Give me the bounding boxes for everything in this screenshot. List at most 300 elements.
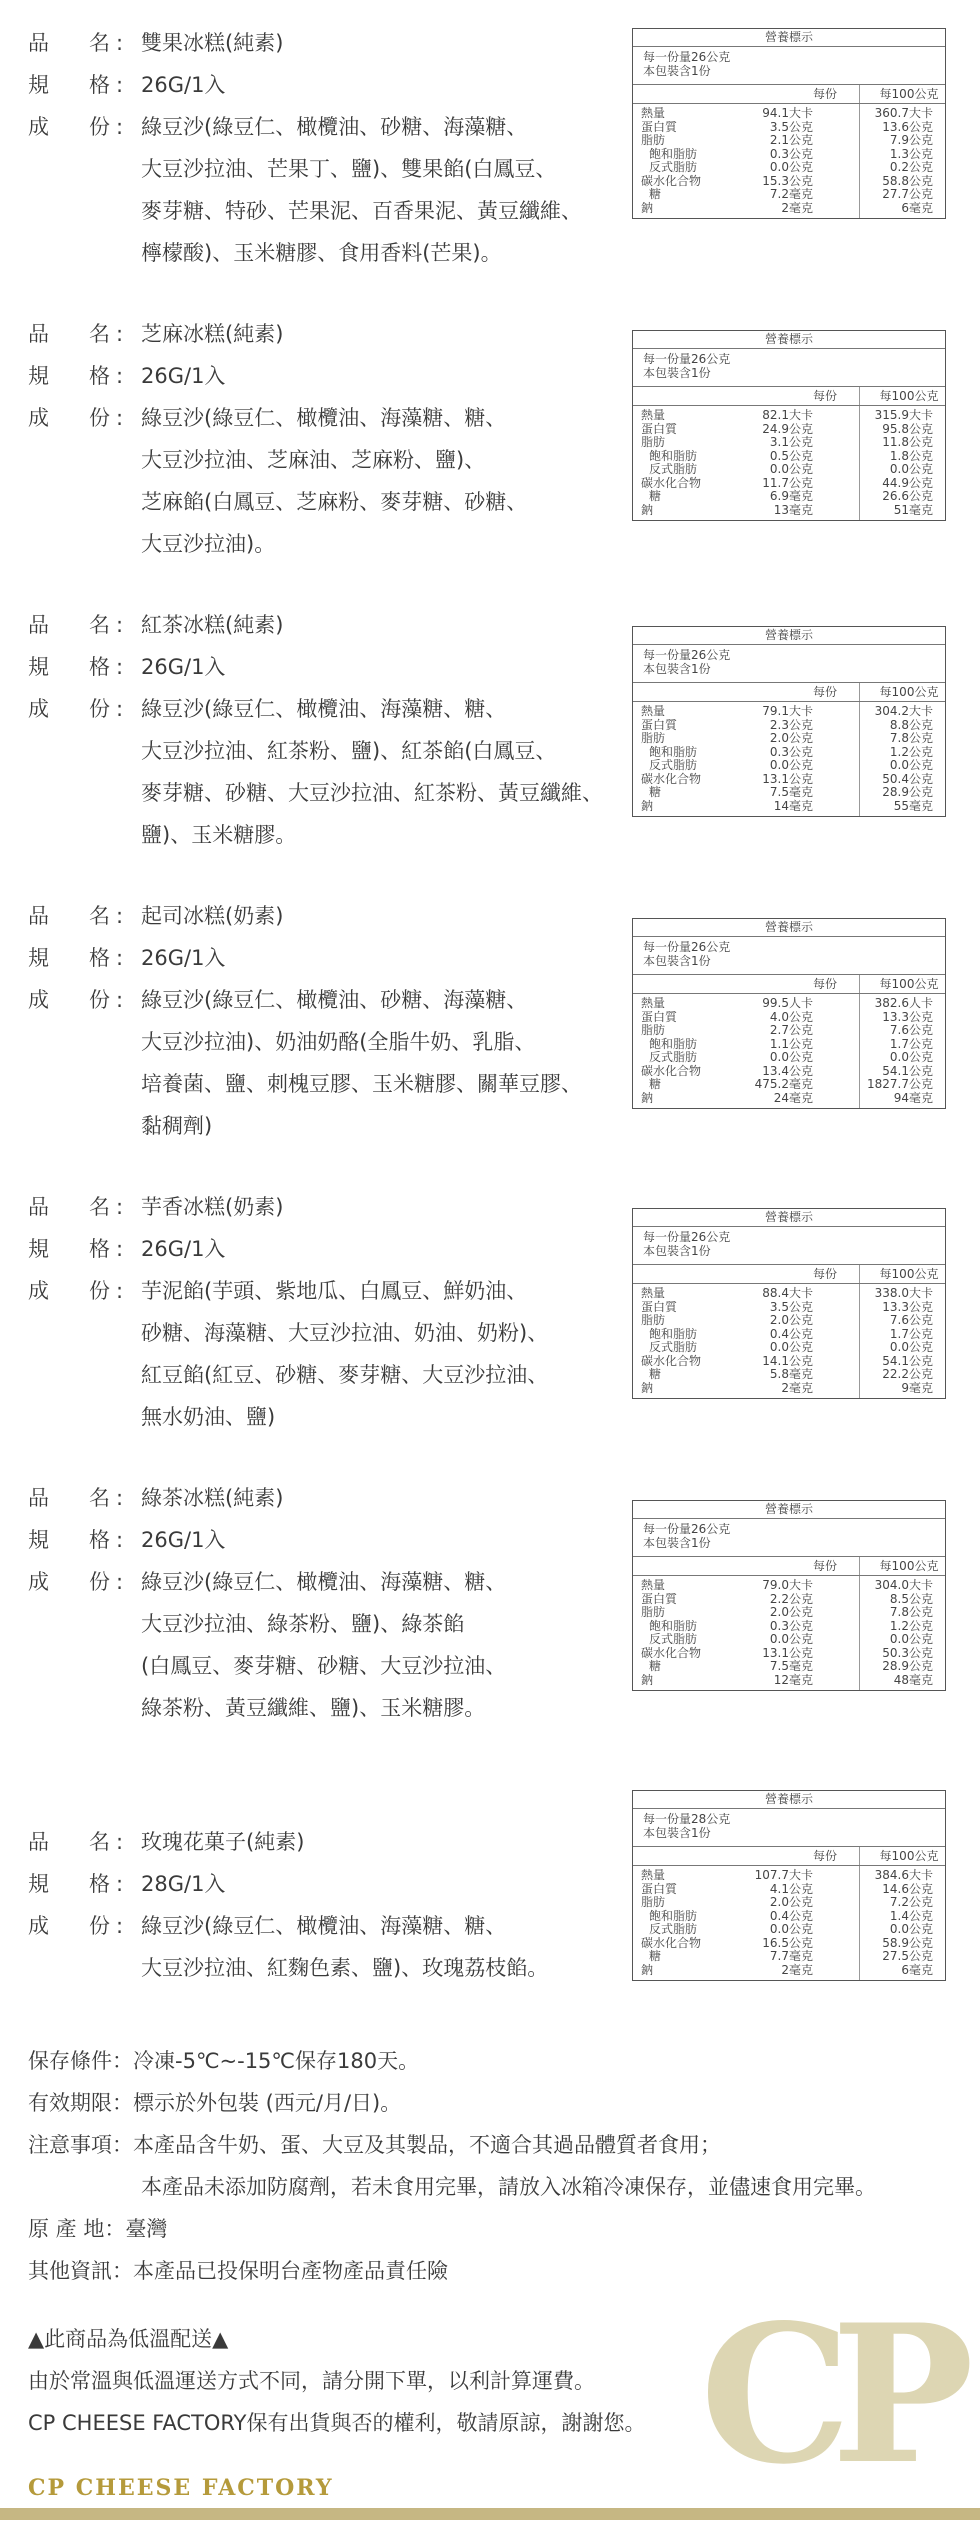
per-serving-value: 7.7毫克	[769, 1949, 813, 1963]
ingredients-line: 黏稠劑)	[141, 1114, 213, 1138]
ingredients-line: 紅豆餡(紅豆、砂糖、麥芽糖、大豆沙拉油、	[141, 1363, 549, 1387]
nutrient-name: 糖	[649, 489, 662, 503]
per-100g-value: 382.6人卡	[874, 996, 933, 1010]
per-serving-value: 0.0公克	[769, 1922, 813, 1936]
product-spec: 26G/1入	[141, 946, 226, 970]
nutrition-header	[633, 683, 945, 702]
nutrient-name: 熱量	[641, 106, 666, 120]
serving-info	[633, 1519, 945, 1557]
nutrition-table	[632, 330, 946, 521]
nutrient-name: 蛋白質	[641, 1009, 678, 1024]
nutrition-header	[633, 975, 945, 994]
note-1: 本產品含牛奶、蛋、大豆及其製品，不適合其過品體質者食用；	[133, 2133, 721, 2157]
per-serving-value: 7.2毫克	[769, 187, 813, 201]
nutrition-row	[633, 732, 945, 746]
ingredients-line: 大豆沙拉油、綠茶粉、鹽)、綠茶餡	[141, 1612, 465, 1636]
per-100g-value: 54.1公克	[882, 1063, 933, 1078]
nutrition-row	[633, 800, 945, 814]
nutrition-body	[633, 702, 945, 816]
nutrition-row	[633, 175, 945, 189]
per-100g-value: 0.2公克	[889, 160, 933, 174]
storage-value: 冷凍-5℃~-15℃保存180天。	[133, 2049, 420, 2073]
per-100g-value: 8.8公克	[889, 717, 933, 732]
per-100g-value: 54.1公克	[882, 1353, 933, 1368]
nutrition-row	[633, 1341, 945, 1355]
nutrition-body	[633, 406, 945, 520]
nutrition-row	[633, 1660, 945, 1674]
nutrition-row	[633, 1287, 945, 1301]
per-100g-value: 51毫克	[893, 502, 933, 517]
nutrition-body	[633, 1284, 945, 1398]
nutrient-name: 反式脂肪	[649, 160, 698, 174]
notes-row-2	[28, 2166, 968, 2208]
nutrition-title: 營養標示	[633, 627, 945, 645]
nutrient-name: 鈉	[641, 798, 654, 813]
product-info	[28, 1821, 628, 1989]
product-name: 紅茶冰糕(純素)	[141, 613, 284, 637]
nutrition-row	[633, 409, 945, 423]
per-serving-value: 0.0公克	[769, 1050, 813, 1064]
nutrient-name: 糖	[649, 1659, 662, 1673]
per-serving-value: 2毫克	[781, 1380, 813, 1395]
per-serving-value: 2.0公克	[769, 1895, 813, 1909]
nutrient-name: 熱量	[641, 704, 666, 718]
serving-size: 每一份量26公克	[643, 648, 731, 662]
product-name-row: 品 名 : 紅茶冰糕(純素)	[28, 604, 628, 646]
per-100g-value: 1.7公克	[889, 1326, 933, 1341]
product-name: 雙果冰糕(純素)	[141, 31, 284, 55]
nutrient-name: 脂肪	[641, 435, 666, 449]
per-serving-value: 0.0公克	[769, 160, 813, 174]
per-100g-value: 48毫克	[893, 1672, 933, 1687]
product-info	[28, 604, 628, 856]
nutrition-row	[633, 1314, 945, 1328]
storage-row	[28, 2040, 968, 2082]
column-divider	[859, 387, 860, 405]
nutrition-row	[633, 504, 945, 518]
nutrition-row	[633, 134, 945, 148]
per-serving-value: 88.4大卡	[762, 1286, 813, 1300]
nutrient-name: 飽和脂肪	[649, 146, 698, 161]
ingredients-line: 綠茶粉、黃豆纖維、鹽)、玉米糖膠。	[141, 1696, 486, 1720]
nutrition-header	[633, 1265, 945, 1284]
product-name-row: 品 名 : 起司冰糕(奶素)	[28, 895, 628, 937]
ingredients-row	[28, 1105, 628, 1147]
per-serving-value: 2.0公克	[769, 1605, 813, 1619]
ingredients-row	[28, 1947, 628, 1989]
product-name-row: 品 名 : 芝麻冰糕(純素)	[28, 313, 628, 355]
product-spec-row: 規 格 : 26G/1入	[28, 1228, 628, 1270]
product-info	[28, 1477, 628, 1729]
nutrition-header	[633, 85, 945, 104]
product-spec-row: 規 格 : 26G/1入	[28, 355, 628, 397]
nutrition-row	[633, 1910, 945, 1924]
ingredients-row	[28, 1396, 628, 1438]
nutrient-name: 碳水化合物	[641, 1063, 702, 1078]
per-serving-value: 14.1公克	[762, 1353, 813, 1368]
product-spec-row: 規 格 : 26G/1入	[28, 1519, 628, 1561]
per-100g-value: 6毫克	[901, 200, 933, 215]
per-serving-value: 13.1公克	[762, 1645, 813, 1660]
column-divider	[859, 683, 860, 701]
per-100g-value: 7.9公克	[889, 133, 933, 147]
ingredients-row	[28, 1603, 628, 1645]
origin-value: 臺灣	[125, 2217, 168, 2241]
per-serving-header: 每份	[812, 1267, 837, 1281]
serving-count: 本包裝含1份	[643, 954, 711, 968]
ingredients-row	[28, 232, 628, 274]
nutrition-title: 營養標示	[633, 1209, 945, 1227]
nutrition-row	[633, 121, 945, 135]
ingredients-line: 大豆沙拉油、芒果丁、鹽)、雙果餡(白鳳豆、	[141, 157, 557, 181]
column-divider	[859, 1557, 860, 1575]
product-name: 綠茶冰糕(純素)	[141, 1486, 284, 1510]
nutrient-name: 脂肪	[641, 1023, 666, 1037]
per-100g-value: 0.0公克	[889, 462, 933, 476]
brand-name: CP CHEESE FACTORY	[28, 2475, 334, 2501]
ingredients-line: 大豆沙拉油、紅茶粉、鹽)、紅茶餡(白鳳豆、	[141, 739, 557, 763]
nutrition-row	[633, 463, 945, 477]
nutrition-row	[633, 1923, 945, 1937]
per-serving-header: 每份	[812, 1559, 837, 1573]
per-serving-value: 14毫克	[773, 798, 813, 813]
per-serving-value: 1.1公克	[769, 1036, 813, 1051]
per-serving-value: 12毫克	[773, 1672, 813, 1687]
product-name: 芋香冰糕(奶素)	[141, 1195, 284, 1219]
nutrition-body	[633, 994, 945, 1108]
nutrient-name: 脂肪	[641, 1605, 666, 1619]
nutrient-name: 脂肪	[641, 1895, 666, 1909]
per-100g-value: 11.8公克	[882, 435, 933, 449]
per-serving-value: 7.5毫克	[769, 1659, 813, 1673]
per-serving-value: 99.5人卡	[762, 996, 813, 1010]
nutrient-name: 飽和脂肪	[649, 744, 698, 759]
notice-line-2: 由於常溫與低溫運送方式不同，請分開下單，以利計算運費。	[28, 2369, 595, 2393]
nutrition-row	[633, 997, 945, 1011]
nutrition-row	[633, 107, 945, 121]
serving-info	[633, 1809, 945, 1847]
nutrition-row	[633, 1065, 945, 1079]
nutrition-row	[633, 1883, 945, 1897]
per-100g-value: 1.2公克	[889, 1618, 933, 1633]
expiry-label: 有效期限：	[28, 2091, 133, 2115]
per-100g-value: 304.0大卡	[874, 1578, 933, 1592]
ingredients-line: 綠豆沙(綠豆仁、橄欖油、海藻糖、糖、	[141, 406, 507, 430]
nutrient-name: 脂肪	[641, 133, 666, 147]
nutrition-body	[633, 1866, 945, 1980]
per-100g-value: 13.3公克	[882, 1009, 933, 1024]
nutrition-row	[633, 477, 945, 491]
serving-count: 本包裝含1份	[643, 64, 711, 78]
per-serving-value: 3.1公克	[769, 435, 813, 449]
per-100g-header: 每100公克	[879, 977, 939, 991]
per-100g-value: 1.2公克	[889, 744, 933, 759]
ingredients-row: 成 份 : 綠豆沙(綠豆仁、橄欖油、砂糖、海藻糖、	[28, 106, 628, 148]
other-value: 本產品已投保明台產物產品責任險	[133, 2259, 448, 2283]
nutrient-name: 飽和脂肪	[649, 1036, 698, 1051]
per-100g-header: 每100公克	[879, 1559, 939, 1573]
per-serving-value: 24毫克	[773, 1090, 813, 1105]
per-100g-value: 9毫克	[901, 1380, 933, 1395]
origin-label: 原 產 地：	[28, 2217, 126, 2241]
serving-count: 本包裝含1份	[643, 366, 711, 380]
shipping-notice	[28, 2318, 646, 2444]
product-name: 玫瑰花菓子(純素)	[141, 1830, 305, 1854]
nutrient-name: 糖	[649, 1077, 662, 1091]
nutrition-title: 營養標示	[633, 919, 945, 937]
ingredients-row: 成 份 : 綠豆沙(綠豆仁、橄欖油、海藻糖、糖、	[28, 1561, 628, 1603]
per-serving-value: 107.7大卡	[754, 1868, 813, 1882]
per-100g-value: 315.9大卡	[874, 408, 933, 422]
nutrition-row	[633, 1011, 945, 1025]
per-serving-header: 每份	[812, 977, 837, 991]
per-100g-value: 28.9公克	[882, 1659, 933, 1673]
nutrition-table	[632, 28, 946, 219]
nutrition-body	[633, 1576, 945, 1690]
nutrient-name: 反式脂肪	[649, 758, 698, 772]
per-serving-value: 13.1公克	[762, 771, 813, 786]
nutrition-row	[633, 1869, 945, 1883]
nutrient-name: 鈉	[641, 502, 654, 517]
per-100g-value: 0.0公克	[889, 758, 933, 772]
nutrient-name: 糖	[649, 1367, 662, 1381]
nutrition-row	[633, 1593, 945, 1607]
serving-size: 每一份量26公克	[643, 1230, 731, 1244]
serving-info	[633, 47, 945, 85]
per-serving-value: 0.3公克	[769, 744, 813, 759]
nutrition-title: 營養標示	[633, 29, 945, 47]
nutrient-name: 飽和脂肪	[649, 1326, 698, 1341]
per-serving-value: 0.4公克	[769, 1908, 813, 1923]
nutrition-title: 營養標示	[633, 1791, 945, 1809]
nutrition-row	[633, 436, 945, 450]
ingredients-row	[28, 730, 628, 772]
nutrition-row	[633, 1950, 945, 1964]
notice-line-3: CP CHEESE FACTORY保有出貨與否的權利，敬請原諒，謝謝您。	[28, 2411, 646, 2435]
per-serving-value: 0.5公克	[769, 448, 813, 463]
product-spec: 26G/1入	[141, 73, 226, 97]
per-serving-value: 0.0公克	[769, 462, 813, 476]
nutrition-row	[633, 786, 945, 800]
per-100g-value: 7.6公克	[889, 1313, 933, 1327]
per-serving-value: 3.5公克	[769, 1299, 813, 1314]
nutrition-row	[633, 1620, 945, 1634]
per-serving-value: 5.8毫克	[769, 1367, 813, 1381]
ingredients-row: 成 份 : 綠豆沙(綠豆仁、橄欖油、海藻糖、糖、	[28, 1905, 628, 1947]
per-100g-value: 384.6大卡	[874, 1868, 933, 1882]
ingredients-line: 大豆沙拉油、紅麴色素、鹽)、玫瑰荔枝餡。	[141, 1956, 549, 1980]
nutrition-row	[633, 759, 945, 773]
serving-info	[633, 937, 945, 975]
ingredients-row	[28, 523, 628, 565]
per-100g-value: 44.9公克	[882, 475, 933, 490]
per-100g-value: 7.8公克	[889, 1605, 933, 1619]
per-serving-value: 16.5公克	[762, 1935, 813, 1950]
nutrient-name: 鈉	[641, 200, 654, 215]
per-serving-value: 0.0公克	[769, 1632, 813, 1646]
note-2: 本產品未添加防腐劑，若未食用完畢，請放入冰箱冷凍保存，並儘速食用完畢。	[141, 2175, 876, 2199]
nutrient-name: 熱量	[641, 1868, 666, 1882]
nutrition-row	[633, 1382, 945, 1396]
product-spec: 26G/1入	[141, 1237, 226, 1261]
nutrition-row	[633, 1328, 945, 1342]
per-serving-value: 0.0公克	[769, 758, 813, 772]
product-name-row: 品 名 : 芋香冰糕(奶素)	[28, 1186, 628, 1228]
product-info	[28, 313, 628, 565]
ingredients-row	[28, 1312, 628, 1354]
per-100g-value: 13.3公克	[882, 1299, 933, 1314]
nutrition-table	[632, 918, 946, 1109]
ingredients-line: 大豆沙拉油、芝麻油、芝麻粉、鹽)、	[141, 448, 486, 472]
product-name-row: 品 名 : 雙果冰糕(純素)	[28, 22, 628, 64]
per-100g-value: 0.0公克	[889, 1050, 933, 1064]
serving-count: 本包裝含1份	[643, 662, 711, 676]
column-divider	[859, 1265, 860, 1283]
per-serving-header: 每份	[812, 87, 837, 101]
nutrition-row	[633, 1078, 945, 1092]
other-label: 其他資訊：	[28, 2259, 133, 2283]
nutrient-name: 熱量	[641, 996, 666, 1010]
per-100g-value: 7.8公克	[889, 731, 933, 745]
nutrient-name: 反式脂肪	[649, 1922, 698, 1936]
column-divider	[859, 85, 860, 103]
nutrition-row	[633, 1674, 945, 1688]
ingredients-row: 成 份 : 綠豆沙(綠豆仁、橄欖油、砂糖、海藻糖、	[28, 979, 628, 1021]
ingredients-line: 芝麻餡(白鳳豆、芝麻粉、麥芽糖、砂糖、	[141, 490, 528, 514]
serving-info	[633, 349, 945, 387]
product-spec: 28G/1入	[141, 1872, 226, 1896]
nutrient-name: 碳水化合物	[641, 173, 702, 188]
per-serving-value: 94.1大卡	[762, 106, 813, 120]
nutrient-name: 碳水化合物	[641, 1645, 702, 1660]
nutrition-row	[633, 1368, 945, 1382]
per-100g-value: 1.8公克	[889, 448, 933, 463]
per-serving-value: 2.0公克	[769, 731, 813, 745]
nutrition-row	[633, 148, 945, 162]
per-serving-header: 每份	[812, 685, 837, 699]
per-serving-value: 2.7公克	[769, 1023, 813, 1037]
per-100g-value: 0.0公克	[889, 1632, 933, 1646]
ingredients-row: 成 份 : 芋泥餡(芋頭、紫地瓜、白鳳豆、鮮奶油、	[28, 1270, 628, 1312]
per-serving-header: 每份	[812, 389, 837, 403]
column-divider	[859, 975, 860, 993]
nutrient-name: 糖	[649, 187, 662, 201]
nutrition-row	[633, 1355, 945, 1369]
nutrient-name: 碳水化合物	[641, 1353, 702, 1368]
nutrient-name: 脂肪	[641, 1313, 666, 1327]
nutrition-row	[633, 450, 945, 464]
nutrition-table	[632, 1208, 946, 1399]
per-serving-value: 79.1大卡	[762, 704, 813, 718]
per-serving-value: 2.2公克	[769, 1591, 813, 1606]
ingredients-row	[28, 481, 628, 523]
ingredients-line: 芋泥餡(芋頭、紫地瓜、白鳳豆、鮮奶油、	[141, 1279, 528, 1303]
per-100g-value: 94毫克	[893, 1090, 933, 1105]
per-100g-value: 50.4公克	[882, 771, 933, 786]
ingredients-line: 無水奶油、鹽)	[141, 1405, 276, 1429]
ingredients-row	[28, 1645, 628, 1687]
ingredients-line: 大豆沙拉油)。	[141, 532, 276, 556]
per-serving-value: 7.5毫克	[769, 785, 813, 799]
per-serving-value: 0.0公克	[769, 1340, 813, 1354]
ingredients-row	[28, 1021, 628, 1063]
product-spec-row: 規 格 : 26G/1入	[28, 937, 628, 979]
per-100g-value: 338.0大卡	[874, 1286, 933, 1300]
per-serving-value: 11.7公克	[762, 475, 813, 490]
nutrition-body	[633, 104, 945, 218]
ingredients-row: 成 份 : 綠豆沙(綠豆仁、橄欖油、海藻糖、糖、	[28, 397, 628, 439]
ingredients-row	[28, 148, 628, 190]
nutrient-name: 蛋白質	[641, 1591, 678, 1606]
nutrient-name: 蛋白質	[641, 421, 678, 436]
per-100g-header: 每100公克	[879, 685, 939, 699]
product-name: 芝麻冰糕(純素)	[141, 322, 284, 346]
per-serving-value: 24.9公克	[762, 421, 813, 436]
ingredients-row	[28, 439, 628, 481]
ingredients-line: 綠豆沙(綠豆仁、橄欖油、海藻糖、糖、	[141, 697, 507, 721]
cp-logo: CP	[700, 2283, 955, 2506]
per-100g-value: 95.8公克	[882, 421, 933, 436]
per-100g-value: 50.3公克	[882, 1645, 933, 1660]
per-100g-value: 1827.7公克	[867, 1077, 933, 1091]
nutrient-name: 碳水化合物	[641, 1935, 702, 1950]
product-info	[28, 22, 628, 274]
ingredients-row	[28, 1687, 628, 1729]
nutrition-title: 營養標示	[633, 331, 945, 349]
nutrition-row	[633, 423, 945, 437]
per-serving-value: 3.5公克	[769, 119, 813, 134]
nutrition-row	[633, 490, 945, 504]
per-100g-value: 14.6公克	[882, 1881, 933, 1896]
nutrient-name: 反式脂肪	[649, 1050, 698, 1064]
ingredients-row	[28, 1354, 628, 1396]
per-serving-value: 2毫克	[781, 200, 813, 215]
product-spec-row: 規 格 : 26G/1入	[28, 64, 628, 106]
per-100g-value: 27.7公克	[882, 187, 933, 201]
nutrient-name: 脂肪	[641, 731, 666, 745]
ingredients-line: 綠豆沙(綠豆仁、橄欖油、海藻糖、糖、	[141, 1570, 507, 1594]
serving-size: 每一份量26公克	[643, 50, 731, 64]
ingredients-row	[28, 772, 628, 814]
per-serving-value: 13.4公克	[762, 1063, 813, 1078]
per-serving-value: 4.1公克	[769, 1881, 813, 1896]
per-100g-value: 360.7大卡	[874, 106, 933, 120]
product-info	[28, 895, 628, 1147]
nutrient-name: 飽和脂肪	[649, 1618, 698, 1633]
nutrition-row	[633, 188, 945, 202]
nutrition-header	[633, 387, 945, 406]
per-100g-value: 7.6公克	[889, 1023, 933, 1037]
per-serving-value: 2.0公克	[769, 1313, 813, 1327]
per-100g-header: 每100公克	[879, 389, 939, 403]
nutrition-row	[633, 746, 945, 760]
per-100g-value: 8.5公克	[889, 1591, 933, 1606]
per-serving-value: 15.3公克	[762, 173, 813, 188]
per-serving-value: 475.2毫克	[754, 1077, 813, 1091]
nutrient-name: 熱量	[641, 1578, 666, 1592]
footer-bar	[0, 2508, 980, 2520]
per-100g-value: 22.2公克	[882, 1367, 933, 1381]
per-100g-value: 1.4公克	[889, 1908, 933, 1923]
per-serving-value: 6.9毫克	[769, 489, 813, 503]
ingredients-row	[28, 190, 628, 232]
ingredients-row: 成 份 : 綠豆沙(綠豆仁、橄欖油、海藻糖、糖、	[28, 688, 628, 730]
nutrition-row	[633, 202, 945, 216]
per-100g-value: 1.3公克	[889, 146, 933, 161]
serving-size: 每一份量26公克	[643, 352, 731, 366]
serving-size: 每一份量26公克	[643, 1522, 731, 1536]
nutrition-row	[633, 1606, 945, 1620]
